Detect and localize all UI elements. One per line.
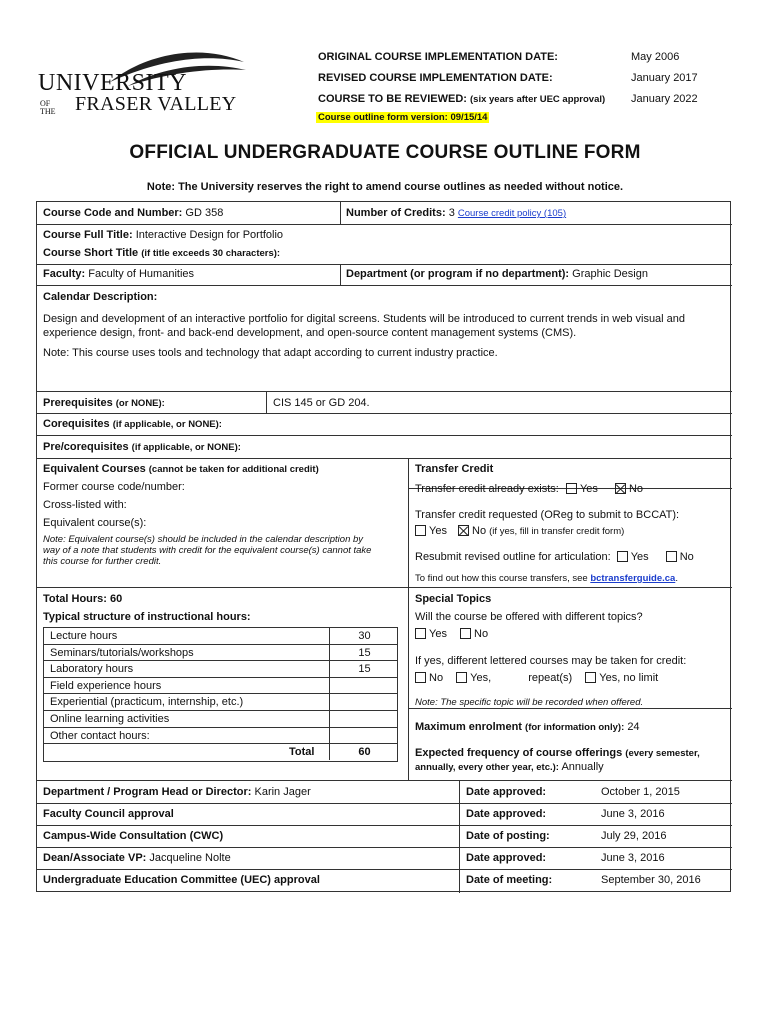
table-row: Online learning activities xyxy=(44,711,397,728)
review-date-value: January 2022 xyxy=(631,93,698,105)
prerequisites-label: Prerequisites (or NONE): xyxy=(43,397,165,409)
typical-structure-label: Typical structure of instructional hours: xyxy=(43,611,251,623)
transfer-exists: Transfer credit already exists: Yes No xyxy=(415,483,644,495)
table-row: Lecture hours 30 xyxy=(44,628,397,645)
precorequisites-label: Pre/corequisites (if applicable, or NONE): xyxy=(43,441,241,453)
approval-date-value: September 30, 2016 xyxy=(601,874,701,886)
approval-faculty-council: Faculty Council approval xyxy=(43,808,174,820)
transfer-guide-info: To find out how this course transfers, see bctransferguide.ca. xyxy=(415,573,678,584)
approval-date-value: July 29, 2016 xyxy=(601,830,667,842)
transfer-requested: Transfer credit requested (OReg to submit to BCCAT): xyxy=(415,509,680,521)
offering-frequency-line1: Expected frequency of course offerings (every semester, xyxy=(415,747,700,759)
table-row: Experiential (practicum, internship, etc.) xyxy=(44,694,397,711)
transfer-requested-options: Yes No (if yes, fill in transfer credit form) xyxy=(415,525,624,537)
special-topics-yes-checkbox[interactable] xyxy=(415,628,426,639)
table-row: Seminars/tutorials/workshops 15 xyxy=(44,645,397,662)
revised-date-value: January 2017 xyxy=(631,72,698,84)
equivalent-courses-label: Equivalent Courses (cannot be taken for additional credit) xyxy=(43,463,319,475)
faculty: Faculty: Faculty of Humanities xyxy=(43,268,195,280)
specific-topic-note: Note: The specific topic will be recorded when offered. xyxy=(415,697,644,708)
transfer-requested-no-checkbox[interactable] xyxy=(458,525,469,536)
lettered-no-checkbox[interactable] xyxy=(415,672,426,683)
original-date-value: May 2006 xyxy=(631,51,680,63)
equivalent-courses: Equivalent course(s): xyxy=(43,517,147,529)
total-row: Total 60 xyxy=(44,744,397,761)
logo-university-text: UNIVERSITY xyxy=(38,70,187,96)
amend-note: Note: The University reserves the right to amend course outlines as needed without notice. xyxy=(146,181,624,193)
special-topics-label: Special Topics xyxy=(415,593,492,605)
lettered-yes-checkbox[interactable] xyxy=(456,672,467,683)
special-topics-options: Yes No xyxy=(415,628,488,640)
approval-date-label: Date of posting: xyxy=(466,830,550,842)
revised-date-label: REVISED COURSE IMPLEMENTATION DATE: xyxy=(318,72,553,84)
approval-cwc: Campus-Wide Consultation (CWC) xyxy=(43,830,224,842)
logo-of-the-text: OF THE xyxy=(40,99,56,116)
approval-date-label: Date approved: xyxy=(466,852,547,864)
course-short-title: Course Short Title (if title exceeds 30 characters): xyxy=(43,247,281,259)
approval-date-value: June 3, 2016 xyxy=(601,808,665,820)
logo-fraser-valley-text: FRASER VALLEY xyxy=(75,93,237,115)
approval-date-label: Date approved: xyxy=(466,786,547,798)
resubmit-no-checkbox[interactable] xyxy=(666,551,677,562)
number-of-credits: Number of Credits: 3 Course credit policy (105) xyxy=(346,207,567,219)
offering-frequency-line2: annually, every other year, etc.): Annually xyxy=(415,761,604,773)
calendar-description-line: experience design, front- and back-end development, and open-source content management systems (CMS). xyxy=(43,327,577,339)
special-topics-question: Will the course be offered with different topics? xyxy=(415,611,643,623)
department: Department (or program if no department): Graphic Design xyxy=(346,268,648,280)
transfer-exists-yes-checkbox[interactable] xyxy=(566,483,577,494)
calendar-description-line: Design and development of an interactive portfolio for digital screens. Students will be introduced to current trends in web visual and xyxy=(43,313,686,325)
lettered-options: No Yes, repeat(s) Yes, no limit xyxy=(415,672,658,684)
lettered-no-limit-checkbox[interactable] xyxy=(585,672,596,683)
bctransferguide-link[interactable]: bctransferguide.ca xyxy=(590,573,676,584)
original-date-label: ORIGINAL COURSE IMPLEMENTATION DATE: xyxy=(318,51,558,63)
page-title: OFFICIAL UNDERGRADUATE COURSE OUTLINE FORM xyxy=(129,142,641,163)
table-row: Field experience hours xyxy=(44,678,397,695)
prerequisites-value: CIS 145 or GD 204. xyxy=(273,397,370,409)
approval-date-value: June 3, 2016 xyxy=(601,852,665,864)
table-row: Other contact hours: xyxy=(44,728,397,745)
resubmit-outline: Resubmit revised outline for articulation: Yes No xyxy=(415,551,694,563)
course-outline-table xyxy=(36,201,731,892)
university-logo xyxy=(38,48,243,123)
equivalent-note: Note: Equivalent course(s) should be included in the calendar description by way of a note that students with credit for the equivalent course(s) cannot take this course for further credit. xyxy=(43,534,372,567)
corequisites-label: Corequisites (if applicable, or NONE): xyxy=(43,418,222,430)
credit-policy-link[interactable]: Course credit policy (105) xyxy=(457,208,567,219)
approval-dean: Dean/Associate VP: Jacqueline Nolte xyxy=(43,852,231,864)
approval-department-head: Department / Program Head or Director: Karin Jager xyxy=(43,786,311,798)
maximum-enrolment: Maximum enrolment (for information only): 24 xyxy=(415,721,640,733)
review-date-label: COURSE TO BE REVIEWED: (six years after UEC approval) xyxy=(318,93,606,105)
course-code: Course Code and Number: GD 358 xyxy=(43,207,224,219)
total-hours: Total Hours: 60 xyxy=(43,593,123,605)
resubmit-yes-checkbox[interactable] xyxy=(617,551,628,562)
approval-date-label: Date approved: xyxy=(466,808,547,820)
special-topics-no-checkbox[interactable] xyxy=(460,628,471,639)
transfer-exists-no-checkbox[interactable] xyxy=(615,483,626,494)
instructional-hours-table xyxy=(43,627,398,762)
cross-listed: Cross-listed with: xyxy=(43,499,127,511)
approval-date-label: Date of meeting: xyxy=(466,874,553,886)
course-full-title: Course Full Title: Interactive Design for Portfolio xyxy=(43,229,284,241)
form-version: Course outline form version: 09/15/14 xyxy=(318,112,488,123)
former-course-code: Former course code/number: xyxy=(43,481,185,493)
calendar-note: Note: This course uses tools and technology that adapt according to current industry practice. xyxy=(43,347,498,359)
table-row: Laboratory hours 15 xyxy=(44,661,397,678)
approval-uec: Undergraduate Education Committee (UEC) approval xyxy=(43,874,320,886)
calendar-description-label: Calendar Description: xyxy=(43,291,158,303)
lettered-courses: If yes, different lettered courses may be taken for credit: xyxy=(415,655,687,667)
transfer-credit-label: Transfer Credit xyxy=(415,463,494,475)
transfer-requested-yes-checkbox[interactable] xyxy=(415,525,426,536)
approval-date-value: October 1, 2015 xyxy=(601,786,680,798)
